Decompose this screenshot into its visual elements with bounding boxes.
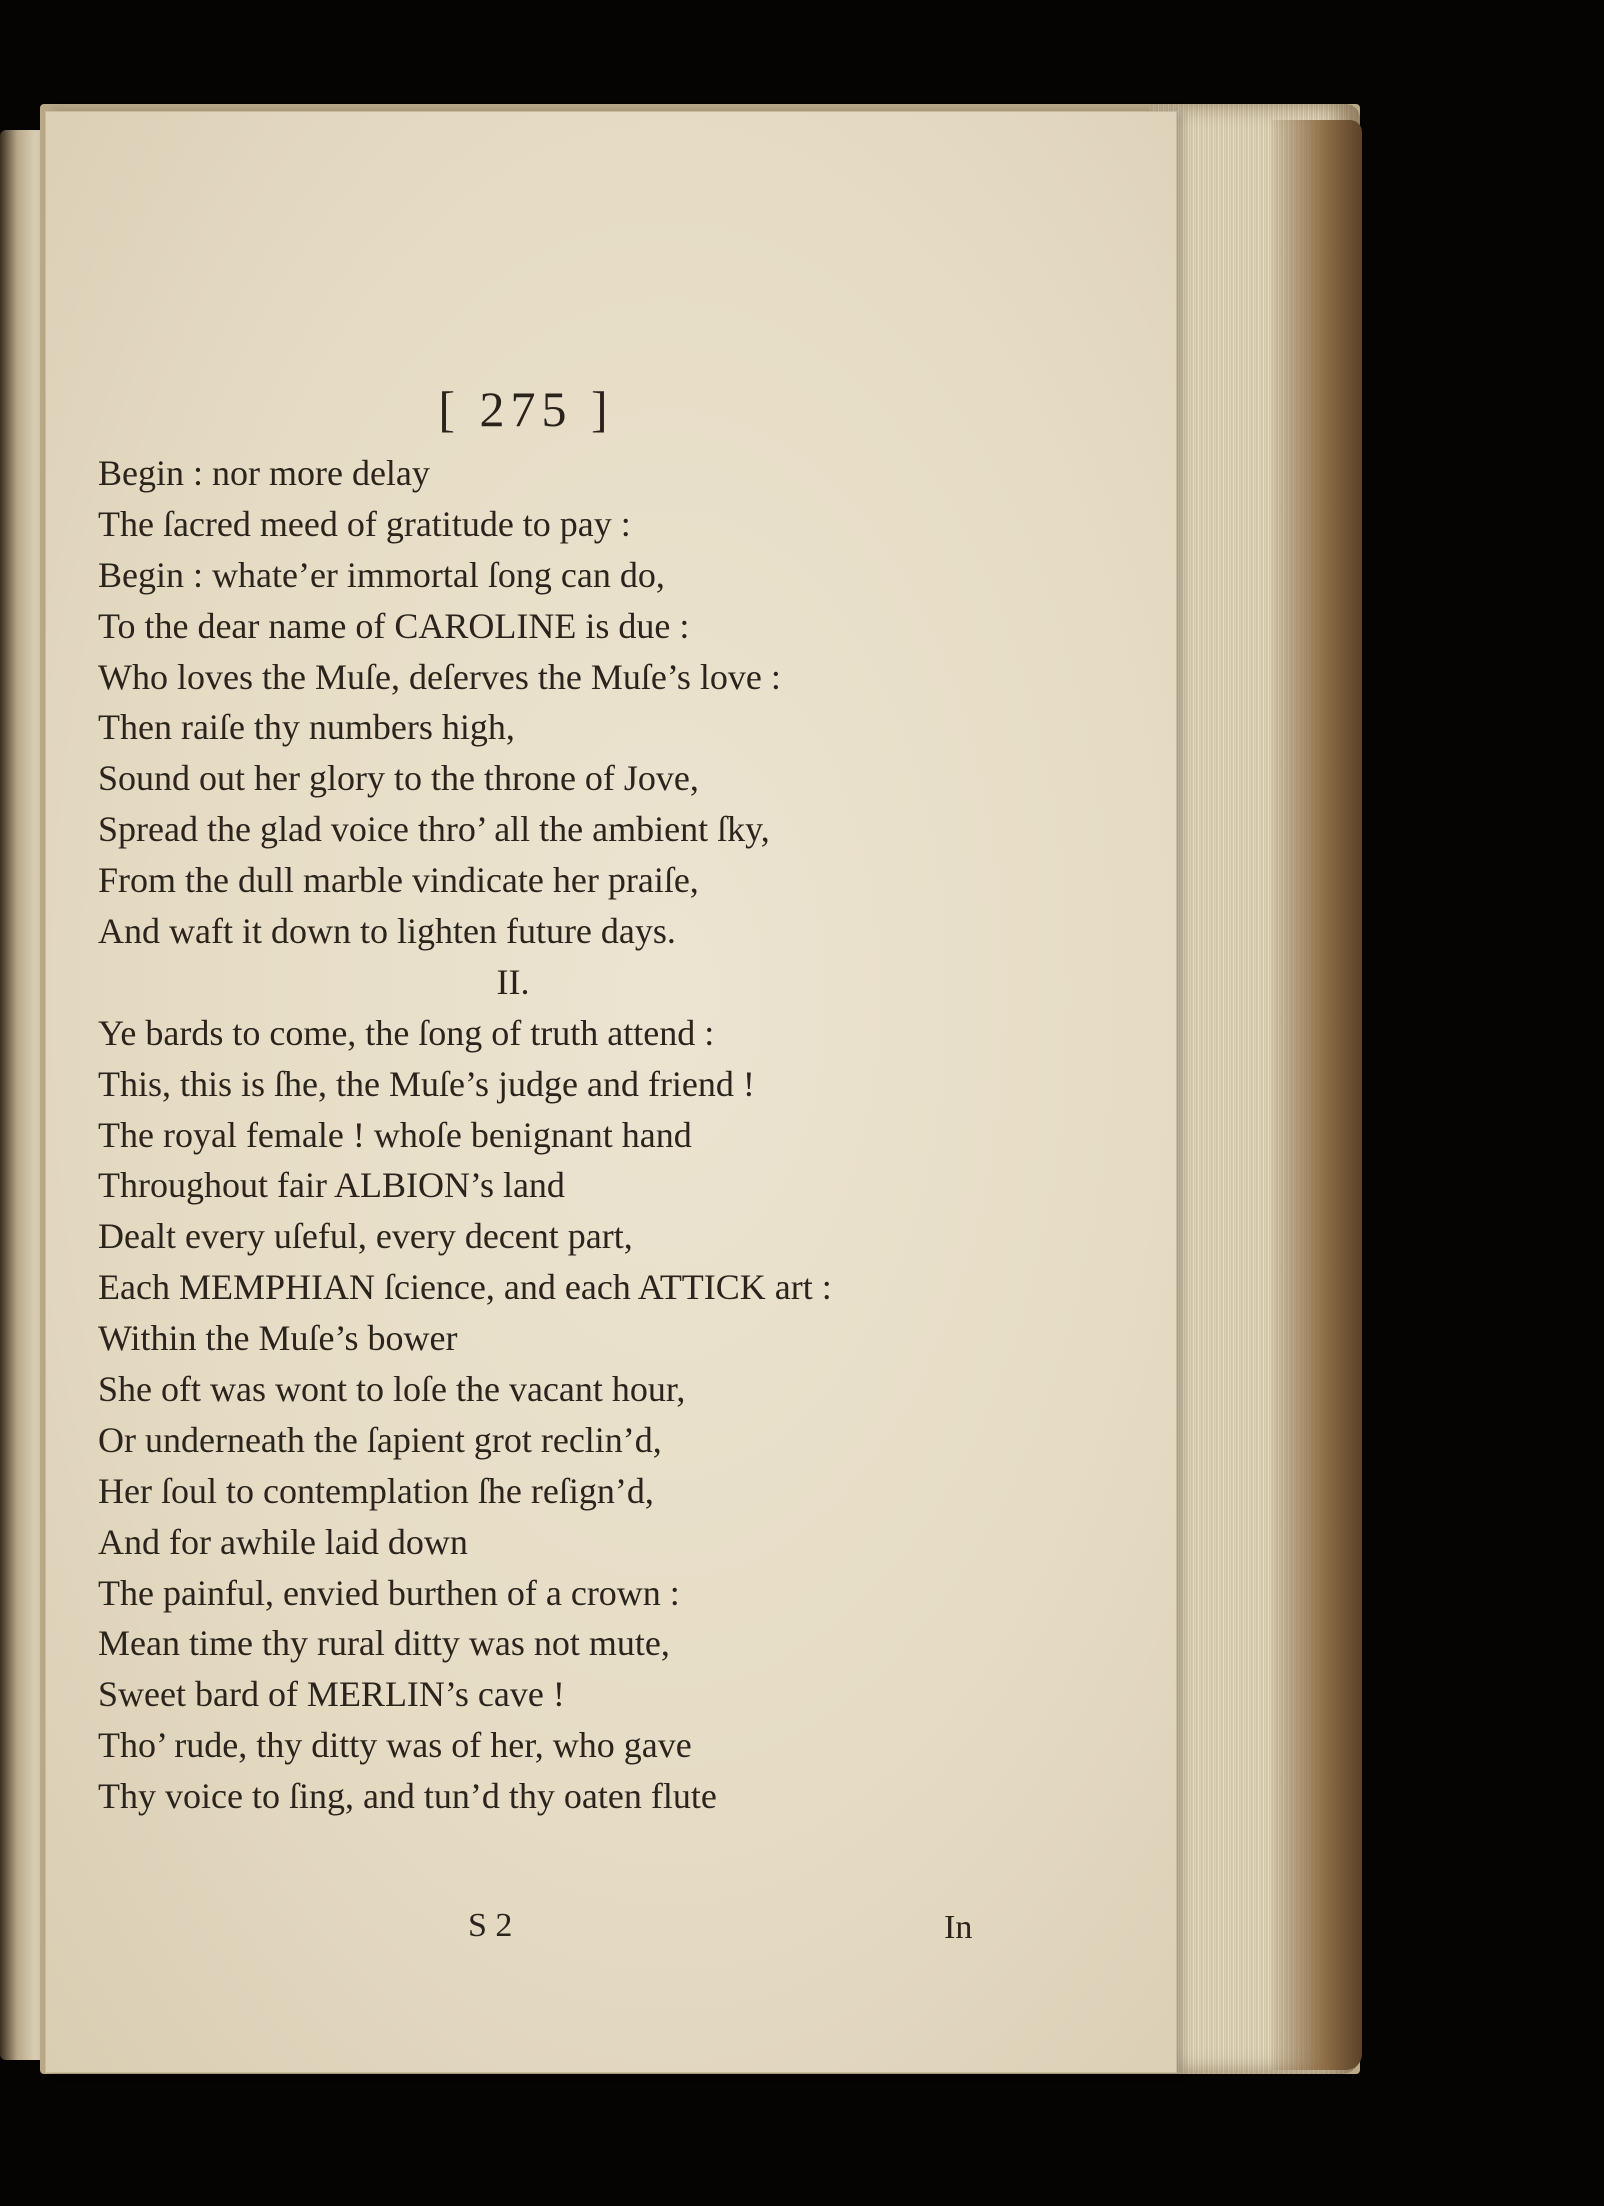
- catchword: In: [944, 1909, 973, 1946]
- verse-line: Then raiſe thy numbers high,: [98, 707, 515, 748]
- verse-line: This, this is ſhe, the Muſe’s judge and friend !: [98, 1063, 755, 1104]
- verse-line: Throughout fair ALBION’s land: [98, 1165, 565, 1206]
- verse-line: Who loves the Muſe, deſerves the Muſe’s love :: [98, 656, 781, 697]
- verse-line: Ye bards to come, the ſong of truth attend :: [98, 1012, 715, 1053]
- verse-line: And for awhile laid down: [98, 1521, 468, 1562]
- verse-line: Each MEMPHIAN ſcience, and each ATTICK art :: [98, 1267, 832, 1308]
- verse-line: Dealt every uſeful, every decent part,: [98, 1216, 633, 1257]
- verse-line: Thy voice to ſing, and tun’d thy oaten flute: [98, 1776, 717, 1817]
- verse-line: Mean time thy rural ditty was not mute,: [98, 1623, 670, 1664]
- book-page: [46, 112, 1176, 2072]
- poem-text: [98, 448, 998, 1822]
- verse-line: Sound out her glory to the throne of Jove,: [98, 758, 699, 799]
- verse-line: The painful, envied burthen of a crown :: [98, 1572, 680, 1613]
- verse-line: From the dull marble vindicate her praiſe,: [98, 860, 699, 901]
- verse-line: Her ſoul to contemplation ſhe reſign’d,: [98, 1470, 654, 1511]
- verse-line: Or underneath the ſapient grot reclin’d,: [98, 1419, 662, 1460]
- section-number: II.: [496, 961, 530, 1002]
- verse-line: Tho’ rude, thy ditty was of her, who gave: [98, 1725, 692, 1766]
- verse-line: And waft it down to lighten future days.: [98, 911, 676, 952]
- signature-mark: S 2: [468, 1907, 513, 1944]
- verse-line: To the dear name of CAROLINE is due :: [98, 605, 690, 646]
- verse-line: She oft was wont to loſe the vacant hour,: [98, 1369, 686, 1410]
- verse-line: Within the Muſe’s bower: [98, 1318, 458, 1359]
- verse-line: The ſacred meed of gratitude to pay :: [98, 503, 631, 544]
- verse-line: Begin : nor more delay: [98, 453, 430, 493]
- verse-line: Sweet bard of MERLIN’s cave !: [98, 1674, 565, 1715]
- verse-line: Begin : whate’er immortal ſong can do,: [98, 554, 665, 595]
- page-number-header: [ 275 ]: [438, 381, 614, 437]
- verse-line: Spread the glad voice thro’ all the ambient ſky,: [98, 809, 770, 850]
- book-cover-edge: [1272, 120, 1362, 2070]
- verse-line: The royal female ! whoſe benignant hand: [98, 1114, 692, 1155]
